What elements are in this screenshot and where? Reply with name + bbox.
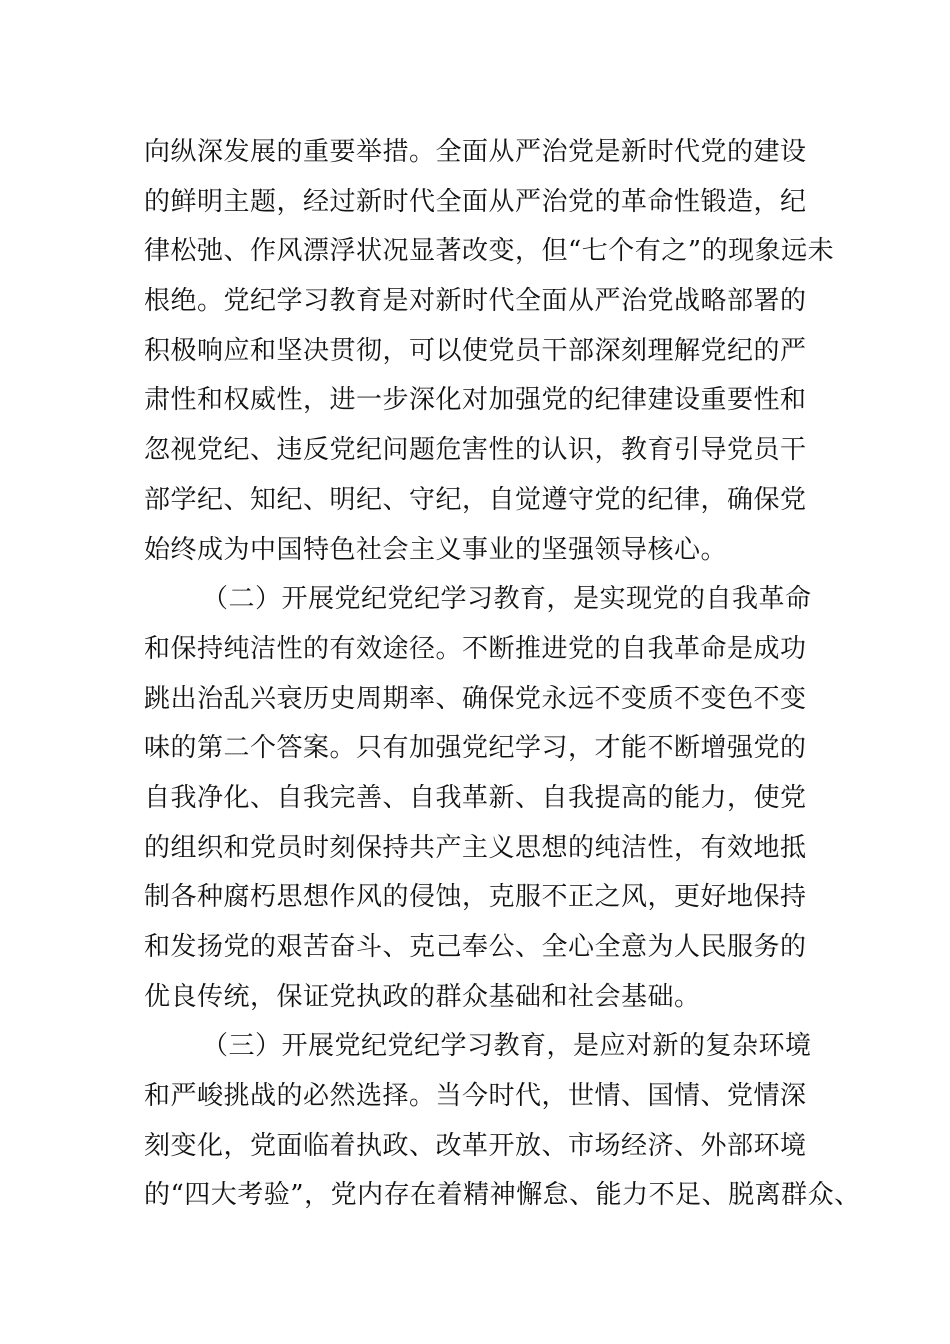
text-line: 的“四大考验”，党内存在着精神懈怠、能力不足、脱离群众、 <box>144 1180 861 1211</box>
text-line: 向纵深发展的重要举措。全面从严治党是新时代党的建设 <box>144 137 807 167</box>
text-line: 忽视党纪、违反党纪问题危害性的认识，教育引导党员干 <box>144 435 807 466</box>
text-line: 积极响应和坚决贯彻，可以使党员干部深刻理解党纪的严 <box>144 335 807 366</box>
text-line: 味的第二个答案。只有加强党纪学习，才能不断增强党的 <box>144 733 807 764</box>
text-line: 自我净化、自我完善、自我革新、自我提高的能力，使党 <box>144 782 807 813</box>
text-line: 根绝。党纪学习教育是对新时代全面从严治党战略部署的 <box>144 286 807 317</box>
text-line: 律松弛、作风漂浮状况显著改变，但“七个有之”的现象远未 <box>144 236 835 267</box>
text-line: 和保持纯洁性的有效途径。不断推进党的自我革命是成功 <box>144 633 807 664</box>
section-heading-line: （三）开展党纪党纪学习教育，是应对新的复杂环境 <box>202 1031 812 1062</box>
text-line: 跳出治乱兴衰历史周期率、确保党永远不变质不变色不变 <box>144 683 807 714</box>
text-line: 的鲜明主题，经过新时代全面从严治党的革命性锻造，纪 <box>144 186 807 217</box>
text-line: 刻变化，党面临着执政、改革开放、市场经济、外部环境 <box>144 1130 807 1161</box>
text-line: 肃性和权威性，进一步深化对加强党的纪律建设重要性和 <box>144 385 807 416</box>
text-line: 始终成为中国特色社会主义事业的坚强领导核心。 <box>144 534 728 565</box>
text-line: 部学纪、知纪、明纪、守纪，自觉遵守党的纪律，确保党 <box>144 484 807 515</box>
text-line: 制各种腐朽思想作风的侵蚀，克服不正之风，更好地保持 <box>144 882 807 913</box>
text-line: 和严峻挑战的必然选择。当今时代，世情、国情、党情深 <box>144 1081 807 1112</box>
section-heading-line: （二）开展党纪党纪学习教育，是实现党的自我革命 <box>202 584 812 615</box>
text-line: 的组织和党员时刻保持共产主义思想的纯洁性，有效地抵 <box>144 832 807 863</box>
text-line: 和发扬党的艰苦奋斗、克己奉公、全心全意为人民服务的 <box>144 932 807 962</box>
text-line: 优良传统，保证党执政的群众基础和社会基础。 <box>144 981 701 1012</box>
document-body <box>144 128 861 1221</box>
